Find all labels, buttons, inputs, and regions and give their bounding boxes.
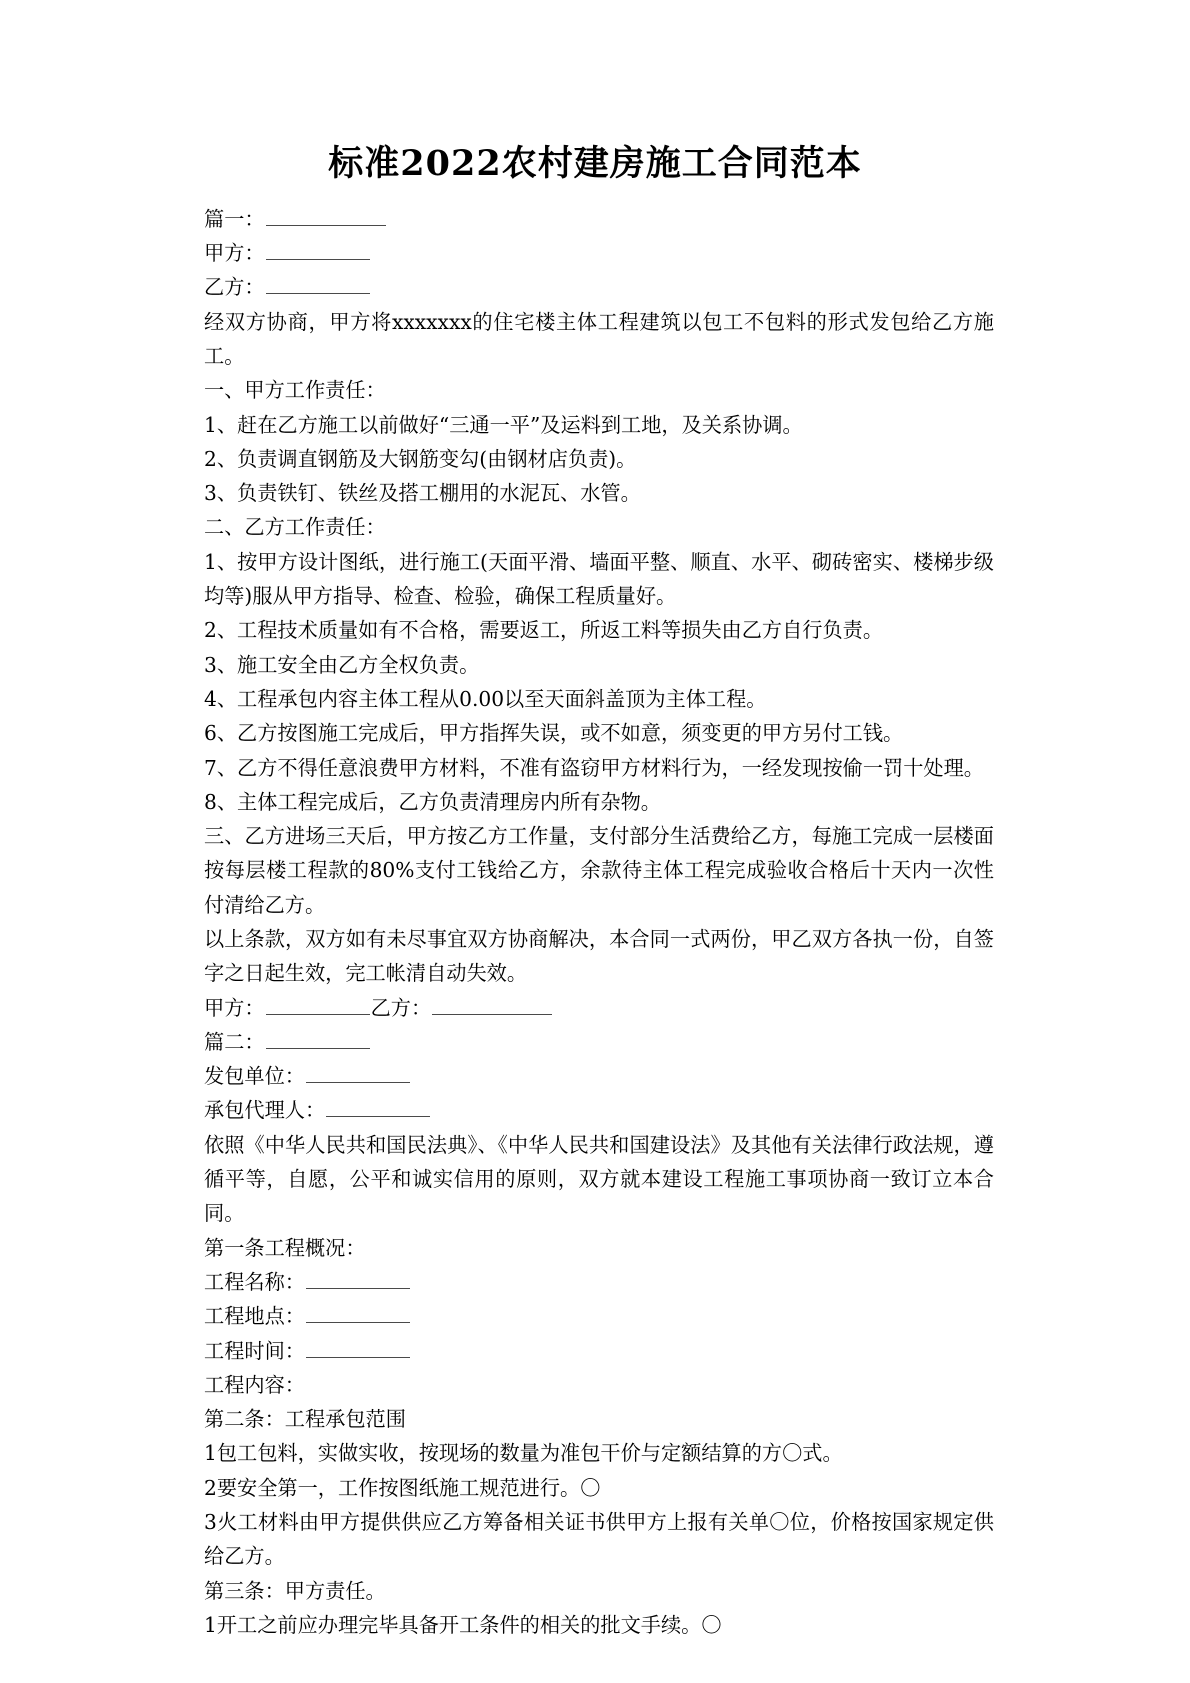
list-item-b-3: 3、施工安全由乙方全权负责。 bbox=[204, 652, 480, 677]
fill-blank[interactable] bbox=[306, 1304, 410, 1324]
signature-blank-party-b[interactable] bbox=[432, 995, 552, 1015]
field-label: 篇一： bbox=[204, 206, 265, 231]
page-title: 标准2022农村建房施工合同范本 bbox=[328, 143, 862, 184]
paragraph-closing: 以上条款，双方如有未尽事宜双方协商解决，本合同一式两份，甲乙双方各执一份，自签字之日起生效，完工帐清自动失效。 bbox=[204, 926, 994, 986]
field-line-project-name bbox=[204, 1265, 994, 1299]
section-heading-party-b: 二、乙方工作责任： bbox=[204, 515, 386, 540]
list-item-a-1: 1、赶在乙方施工以前做好“三通一平”及运料到工地，及关系协调。 bbox=[204, 412, 803, 437]
field-line-jiafang bbox=[204, 236, 994, 270]
field-label: 工程名称： bbox=[204, 1269, 305, 1294]
field-label: 篇二： bbox=[204, 1029, 265, 1054]
list-item-b-7: 7、乙方不得任意浪费甲方材料，不准有盗窃甲方材料行为，一经发现按偷一罚十处理。 bbox=[204, 755, 984, 780]
signature-blank-party-a[interactable] bbox=[266, 995, 370, 1015]
field-line-contract-agent bbox=[204, 1093, 994, 1127]
clause-2-item-2: 2要安全第一，工作按图纸施工规范进行。〇 bbox=[204, 1475, 601, 1500]
fill-blank[interactable] bbox=[266, 240, 370, 260]
field-label: 乙方： bbox=[204, 275, 265, 300]
section-heading-payment: 三、乙方进场三天后，甲方按乙方工作量，支付部分生活费给乙方，每施工完成一层楼面按每层楼工程款的80%支付工钱给乙方，余款待主体工程完成验收合格后十天内一次性付清给乙方。 bbox=[204, 824, 994, 917]
field-label: 工程时间： bbox=[204, 1338, 305, 1363]
section-heading-party-a: 一、甲方工作责任： bbox=[204, 378, 386, 403]
fill-blank[interactable] bbox=[306, 1269, 410, 1289]
paragraph-intro: 经双方协商，甲方将xxxxxxx的住宅楼主体工程建筑以包工不包料的形式发包给乙方施工。 bbox=[204, 309, 994, 368]
list-item-a-2: 2、负责调直钢筋及大钢筋变勾(由钢材店负责)。 bbox=[204, 446, 637, 471]
field-line-pian-yi bbox=[204, 202, 994, 236]
field-label: 承包代理人： bbox=[204, 1098, 326, 1123]
field-label: 甲方： bbox=[204, 241, 265, 266]
field-line-project-content: 工程内容： bbox=[204, 1372, 305, 1397]
clause-2-item-3: 3火工材料由甲方提供供应乙方筹备相关证书供甲方上报有关单〇位，价格按国家规定供给乙方。 bbox=[204, 1510, 994, 1569]
field-line-project-location bbox=[204, 1299, 994, 1333]
clause-2-item-1: 1包工包料，实做实收，按现场的数量为准包干价与定额结算的方〇式。 bbox=[204, 1441, 843, 1466]
field-line-yifang bbox=[204, 270, 994, 304]
signature-label-party-b: 乙方： bbox=[370, 995, 432, 1020]
signature-label-party-a: 甲方： bbox=[204, 995, 265, 1020]
list-item-a-3: 3、负责铁钉、铁丝及搭工棚用的水泥瓦、水管。 bbox=[204, 481, 641, 506]
fill-blank[interactable] bbox=[306, 1064, 410, 1084]
field-label: 工程地点： bbox=[204, 1304, 305, 1329]
document-body bbox=[196, 202, 994, 1642]
field-line-pian-er bbox=[204, 1025, 994, 1059]
signature-line bbox=[204, 991, 994, 1025]
field-label: 发包单位： bbox=[204, 1064, 305, 1089]
list-item-b-2: 2、工程技术质量如有不合格，需要返工，所返工料等损失由乙方自行负责。 bbox=[204, 618, 884, 643]
list-item-b-1: 1、按甲方设计图纸，进行施工(天面平滑、墙面平整、顺直、水平、砌砖密实、楼梯步级均等)服从甲方指导、检查、检验，确保工程质量好。 bbox=[204, 549, 994, 609]
fill-blank[interactable] bbox=[266, 206, 386, 226]
clause-3-heading: 第三条：甲方责任。 bbox=[204, 1578, 386, 1603]
field-line-issuing-unit bbox=[204, 1059, 994, 1093]
clause-3-item-1: 1开工之前应办理完毕具备开工条件的相关的批文手续。〇 bbox=[204, 1612, 722, 1637]
field-line-project-time bbox=[204, 1334, 994, 1368]
list-item-b-8: 8、主体工程完成后，乙方负责清理房内所有杂物。 bbox=[204, 789, 661, 814]
list-item-b-6: 6、乙方按图施工完成后，甲方指挥失误，或不如意，须变更的甲方另付工钱。 bbox=[204, 721, 904, 746]
clause-1-heading: 第一条工程概况： bbox=[204, 1235, 366, 1260]
fill-blank[interactable] bbox=[266, 275, 370, 295]
list-item-b-4: 4、工程承包内容主体工程从0.00以至天面斜盖顶为主体工程。 bbox=[204, 686, 767, 711]
clause-2-heading: 第二条：工程承包范围 bbox=[204, 1407, 406, 1432]
paragraph-legal-basis: 依照《中华人民共和国民法典》、《中华人民共和国建设法》及其他有关法律行政法规，遵循平等，自愿，公平和诚实信用的原则，双方就本建设工程施工事项协商一致订立本合同。 bbox=[204, 1132, 994, 1226]
fill-blank[interactable] bbox=[266, 1029, 370, 1049]
fill-blank[interactable] bbox=[326, 1098, 430, 1118]
fill-blank[interactable] bbox=[306, 1338, 410, 1358]
